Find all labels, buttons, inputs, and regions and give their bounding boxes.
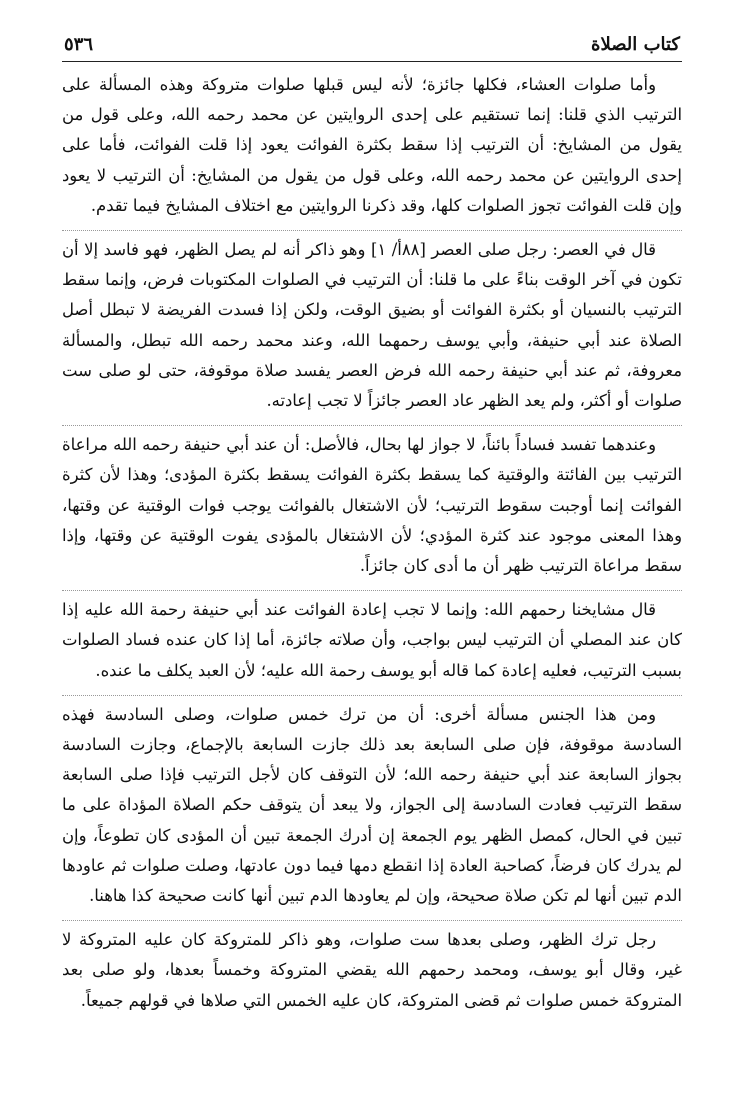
paragraph-separator [62,920,682,921]
book-title: كتاب الصلاة [591,34,680,55]
paragraph-5: ومن هذا الجنس مسألة أخرى: أن من ترك خمس صلوات، وصلى السادسة فهذه السادسة موقوفة، فإن صلى السابعة بعد ذلك جازت السابعة بالإجماع، وجازت السادسة بجواز السابعة عند أبي حنيفة رحمه الله؛ لأن التوقف كان لأجل الترتيب فإذا صلى السابعة سقط الترتيب فعادت السادسة إلى الجواز، ولا يبعد أن يتوقف حكم الصلاة المؤداة على ما تبين في الحال، كمصل الظهر يوم الجمعة إن أدرك الجمعة تبين أن المؤدى كان تطوعاً، وإن لم يدرك كان فرضاً، كصاحبة العادة إذا انقطع دمها فيما دون عادتها، وصلت صلوات ثم عاودها الدم تبين أنها لم تكن صلاة صحيحة، وإن لم يعاودها الدم تبين أنها كانت صحيحة كذا هاهنا. [62,704,682,906]
paragraph-3: وعندهما تفسد فساداً بائناً، لا جواز لها بحال، فالأصل: أن عند أبي حنيفة رحمه الله مراعاة الترتيب بين الفائتة والوقتية كما يسقط بكثرة الفوائت يسقط بكثرة المؤدى؛ وهذا لأن كثرة الفوائت إنما أوجبت سقوط الترتيب؛ لأن الاشتغال بالفوائت يوجب فوات الوقتية عن وقتها، وهذا المعنى موجود عند كثرة المؤدي؛ لأن الاشتغال بالمؤدى يفوت الوقتية عن وقتها، وإذا سقط مراعاة الترتيب ظهر أن ما أدى كان جائزاً. [62,435,682,576]
running-header [62,34,682,59]
paragraph-separator [62,425,682,426]
paragraph-1: وأما صلوات العشاء، فكلها جائزة؛ لأنه ليس قبلها صلوات متروكة وهذه المسألة على الترتيب الذي قلنا: إنما تستقيم على إحدى الروايتين عن محمد رحمه الله، وعلى قول من يقول من المشايخ: أن الترتيب إذا سقط بكثرة الفوائت يعود إذا قلت الفوائت، فأما على إحدى الروايتين عن محمد رحمه الله، وعلى قول من يقول من المشايخ: أن الترتيب لا يعود وإن قلت الفوائت تجوز الصلوات كلها، وقد ذكرنا الروايتين مع اختلاف المشايخ فيما تقدم. [62,75,682,215]
header-divider [62,61,682,62]
page-body [62,70,682,1016]
paragraph-2: قال في العصر: رجل صلى العصر [٨٨أ/ ١] وهو ذاكر أنه لم يصل الظهر، فهو فاسد إلا أن تكون في آخر الوقت بناءً على ما قلنا: أن الترتيب في الصلوات المكتوبات فرض، وإنما سقط الترتيب بالنسيان أو بكثرة الفوائت أو بضيق الوقت، ولكن إذا فسدت الفريضة لا تبطل أصل الصلاة عند أبي حنيفة، وأبي يوسف رحمهما الله، وعند محمد رحمه الله تبطل، والمسألة معروفة، ثم عند أبي حنيفة رحمه الله فرض العصر يفسد صلاة موقوفة، حتى لو صلى ست صلوات أو أكثر، ولم يعد الظهر عاد العصر جائزاً لا تجب إعادته. [62,240,682,411]
paragraph-separator [62,590,682,591]
paragraph-separator [62,230,682,231]
page-number: ٥٣٦ [64,34,94,55]
paragraph-4: قال مشايخنا رحمهم الله: وإنما لا تجب إعادة الفوائت عند أبي حنيفة رحمة الله عليه إذا كان عند المصلي أن الترتيب ليس بواجب، وأن صلاته جائزة، أما إذا كان عنده فساد الصلوات بسبب الترتيب، فعليه إعادة كما قاله أبو يوسف رحمة الله عليه؛ لأن العبد يكلف ما عنده. [62,600,682,680]
paragraph-separator [62,695,682,696]
paragraph-6: رجل ترك الظهر، وصلى بعدها ست صلوات، وهو ذاكر للمتروكة كان عليه المتروكة لا غير، وقال أبو يوسف، ومحمد رحمهم الله يقضي المتروكة وخمساً بعدها، ولو صلى بعد المتروكة خمس صلوات ثم قضى المتروكة، كان عليه الخمس التي صلاها في قولهم جميعاً. [62,930,682,1010]
